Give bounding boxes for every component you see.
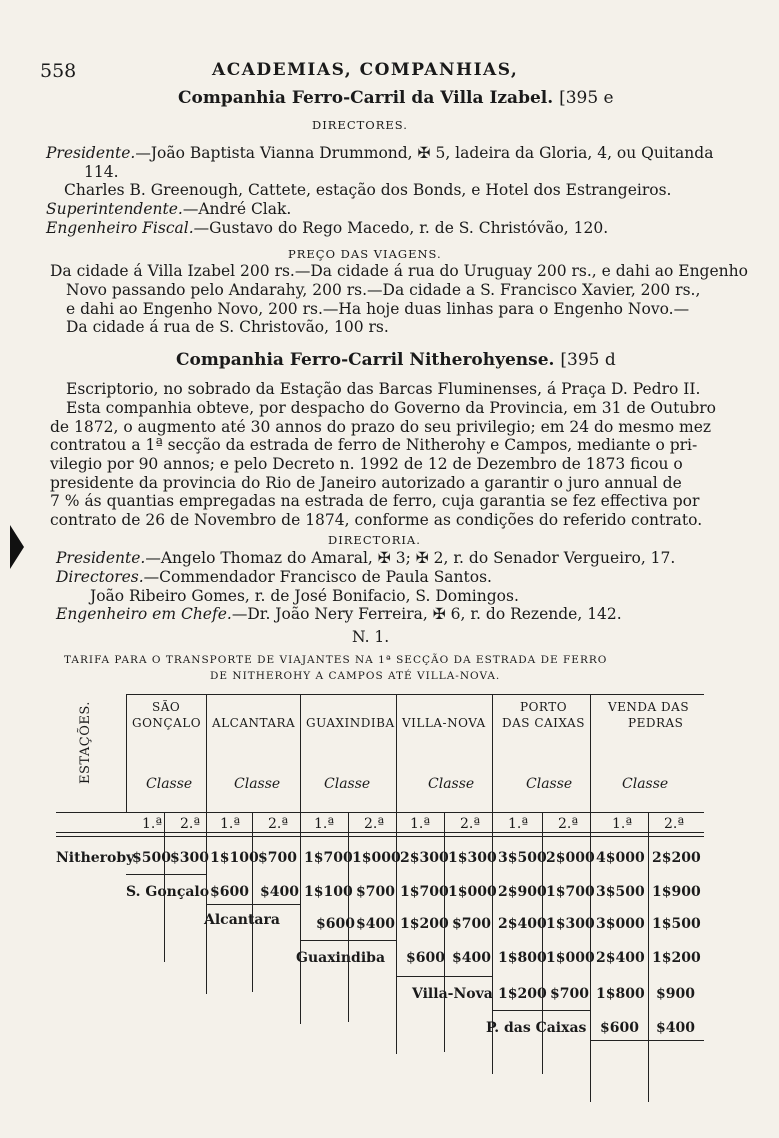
fare-cell: 2$400 xyxy=(498,916,547,932)
fare-cell: 2$300 xyxy=(400,850,449,866)
table-rule xyxy=(206,694,207,994)
section1-directors-heading: DIRECTORES. xyxy=(312,118,408,132)
paragraph-line: Esta companhia obteve, por despacho do Governo da Provincia, em 31 de Outubro xyxy=(66,399,716,417)
table-rule xyxy=(56,812,704,813)
table-rule xyxy=(56,832,704,833)
fare-cell: 1$100 xyxy=(210,850,259,866)
class-1-label: 1.ª xyxy=(314,816,335,832)
fares-heading: PREÇO DAS VIAGENS. xyxy=(288,247,442,261)
fare-cell: 1$000 xyxy=(448,884,497,900)
classe-label: Classe xyxy=(526,776,573,792)
paragraph-line: contrato de 26 de Novembro de 1874, conforme as condições do referido contrato. xyxy=(50,511,703,529)
tariff-title-2: DE NITHEROHY A CAMPOS ATÉ VILLA-NOVA. xyxy=(210,670,501,682)
class-2-label: 2.ª xyxy=(558,816,579,832)
fare-cell: 1$200 xyxy=(652,950,701,966)
fare-cell: 1$700 xyxy=(400,884,449,900)
fare-cell: 2$400 xyxy=(596,950,645,966)
class-1-label: 1.ª xyxy=(612,816,633,832)
officer-line: Engenheiro Fiscal.—Gustavo do Rego Macedo, r. de S. Christóvão, 120. xyxy=(46,219,609,237)
paragraph-line: de 1872, o augmento até 30 annos do prazo do seu privilegio; em 24 do mesmo mez xyxy=(50,418,712,436)
officer-line: Presidente.—Angelo Thomaz do Amaral, ✠ 3; ✠ 2, r. do Senador Vergueiro, 17. xyxy=(56,549,676,567)
classe-label: Classe xyxy=(324,776,371,792)
fare-line: e dahi ao Engenho Novo, 200 rs.—Ha hoje duas linhas para o Engenho Novo.— xyxy=(66,300,690,318)
row-header: ESTAÇÕES. xyxy=(78,701,93,784)
table-rule xyxy=(444,812,445,1052)
officer-line: Engenheiro em Chefe.—Dr. João Nery Ferreira, ✠ 6, r. do Rezende, 142. xyxy=(56,605,622,623)
fare-cell: $600 xyxy=(406,950,445,966)
station-label: Guaxindiba xyxy=(296,950,386,966)
fare-cell: 1$700 xyxy=(304,850,353,866)
officer-line: João Ribeiro Gomes, r. de José Bonifacio, S. Domingos. xyxy=(90,587,519,605)
column-header: PEDRAS xyxy=(628,716,684,730)
table-rule xyxy=(126,874,206,875)
column-header: ALCANTARA xyxy=(212,716,296,730)
station-label: Alcantara xyxy=(204,912,280,928)
running-head: ACADEMIAS, COMPANHIAS, xyxy=(212,60,519,80)
fare-cell: 2$900 xyxy=(498,884,547,900)
table-rule xyxy=(126,694,127,812)
column-header: GONÇALO xyxy=(132,716,202,730)
fare-cell: $400 xyxy=(260,884,299,900)
class-1-label: 1.ª xyxy=(410,816,431,832)
table-rule xyxy=(206,904,300,905)
paragraph-line: contratou a 1ª secção da estrada de ferro de Nitherohy e Campos, mediante o pri- xyxy=(50,436,698,454)
fare-cell: 1$000 xyxy=(546,950,595,966)
class-1-label: 1.ª xyxy=(220,816,241,832)
column-header: GUAXINDIBA xyxy=(306,716,395,730)
column-header-l1: PORTO xyxy=(520,700,568,714)
table-rule xyxy=(590,1040,704,1041)
classe-label: Classe xyxy=(234,776,281,792)
fare-cell: $700 xyxy=(550,986,589,1002)
station-label: S. Gonçalo xyxy=(126,884,210,900)
table-rule xyxy=(396,694,397,1054)
fare-cell: 3$500 xyxy=(498,850,547,866)
officer-line: Charles B. Greenough, Cattete, estação dos Bonds, e Hotel dos Estrangeiros. xyxy=(64,181,672,199)
column-header-l1: SÃO xyxy=(152,700,181,714)
table-rule xyxy=(126,694,704,695)
station-label: P. das Caixas xyxy=(486,1020,587,1036)
fare-cell: $700 xyxy=(452,916,491,932)
table-rule xyxy=(492,1010,590,1011)
fare-cell: $700 xyxy=(356,884,395,900)
section1-title: Companhia Ferro-Carril da Villa Izabel. [395 e xyxy=(178,88,614,108)
fare-cell: 1$800 xyxy=(498,950,547,966)
margin-marker-icon xyxy=(10,525,24,569)
officer-line: Presidente.—João Baptista Vianna Drummond, ✠ 5, ladeira da Gloria, 4, ou Quitanda xyxy=(46,144,714,162)
fare-cell: $700 xyxy=(258,850,297,866)
fare-cell: $600 xyxy=(316,916,355,932)
class-2-label: 2.ª xyxy=(460,816,481,832)
fare-cell: 1$300 xyxy=(448,850,497,866)
class-2-label: 2.ª xyxy=(180,816,201,832)
fare-cell: $500 xyxy=(132,850,171,866)
fare-cell: 2$200 xyxy=(652,850,701,866)
fare-line: Da cidade á rua de S. Christovão, 100 rs. xyxy=(66,318,389,336)
fare-cell: 1$800 xyxy=(596,986,645,1002)
tariff-table xyxy=(56,690,704,1102)
class-2-label: 2.ª xyxy=(664,816,685,832)
fare-cell: 3$500 xyxy=(596,884,645,900)
fare-cell: 1$200 xyxy=(400,916,449,932)
table-rule xyxy=(648,812,649,1102)
officer-line: Superintendente.—André Clak. xyxy=(46,200,292,218)
column-header-l1: VENDA DAS xyxy=(608,700,690,714)
fare-cell: $400 xyxy=(656,1020,695,1036)
class-1-label: 1.ª xyxy=(508,816,529,832)
classe-label: Classe xyxy=(146,776,193,792)
section2-title: Companhia Ferro-Carril Nitherohyense. [395 d xyxy=(176,350,616,370)
fare-cell: $900 xyxy=(656,986,695,1002)
table-rule xyxy=(300,940,396,941)
fare-cell: $400 xyxy=(452,950,491,966)
section2-directors-heading: DIRECTORIA. xyxy=(328,533,421,547)
table-rule xyxy=(396,976,492,977)
page-number: 558 xyxy=(40,60,77,82)
table-rule xyxy=(300,694,301,1024)
fare-cell: 1$000 xyxy=(352,850,401,866)
fare-cell: $600 xyxy=(600,1020,639,1036)
station-label: Villa-Nova xyxy=(412,986,493,1002)
class-2-label: 2.ª xyxy=(268,816,289,832)
fare-cell: 1$300 xyxy=(546,916,595,932)
paragraph-line: Escriptorio, no sobrado da Estação das Barcas Fluminenses, á Praça D. Pedro II. xyxy=(66,380,701,398)
station-label: Nitheroby xyxy=(56,850,135,866)
fare-cell: 1$500 xyxy=(652,916,701,932)
fare-cell: 1$100 xyxy=(304,884,353,900)
classe-label: Classe xyxy=(428,776,475,792)
class-1-label: 1.ª xyxy=(142,816,163,832)
fare-cell: 4$000 xyxy=(596,850,645,866)
fare-cell: $300 xyxy=(170,850,209,866)
fare-cell: 1$900 xyxy=(652,884,701,900)
fare-cell: 3$000 xyxy=(596,916,645,932)
tariff-title-1: TARIFA PARA O TRANSPORTE DE VIAJANTES NA 1ª SECÇÃO DA ESTRADA DE FERRO xyxy=(64,654,608,666)
column-header: DAS CAIXAS xyxy=(502,716,585,730)
paragraph-line: presidente da provincia do Rio de Janeiro autorizado a garantir o juro annual de xyxy=(50,474,682,492)
fare-cell: 1$200 xyxy=(498,986,547,1002)
table-rule xyxy=(252,812,253,992)
fare-line: Da cidade á Villa Izabel 200 rs.—Da cidade á rua do Uruguay 200 rs., e dahi ao Engenho xyxy=(50,262,748,280)
classe-label: Classe xyxy=(622,776,669,792)
fare-cell: 1$700 xyxy=(546,884,595,900)
class-2-label: 2.ª xyxy=(364,816,385,832)
officer-line: 114. xyxy=(84,163,119,181)
paragraph-line: 7 % ás quantias empregadas na estrada de ferro, cuja garantia se fez effectiva por xyxy=(50,492,700,510)
fare-cell: $600 xyxy=(210,884,249,900)
fare-line: Novo passando pelo Andarahy, 200 rs.—Da cidade a S. Francisco Xavier, 200 rs., xyxy=(66,281,701,299)
fare-cell: $400 xyxy=(356,916,395,932)
officer-line: Directores.—Commendador Francisco de Paula Santos. xyxy=(56,568,492,586)
table-number: N. 1. xyxy=(352,628,390,646)
column-header: VILLA-NOVA xyxy=(402,716,486,730)
fare-cell: 2$000 xyxy=(546,850,595,866)
table-rule xyxy=(56,836,704,837)
paragraph-line: vilegio por 90 annos; e pelo Decreto n. 1992 de 12 de Dezembro de 1873 ficou o xyxy=(50,455,683,473)
